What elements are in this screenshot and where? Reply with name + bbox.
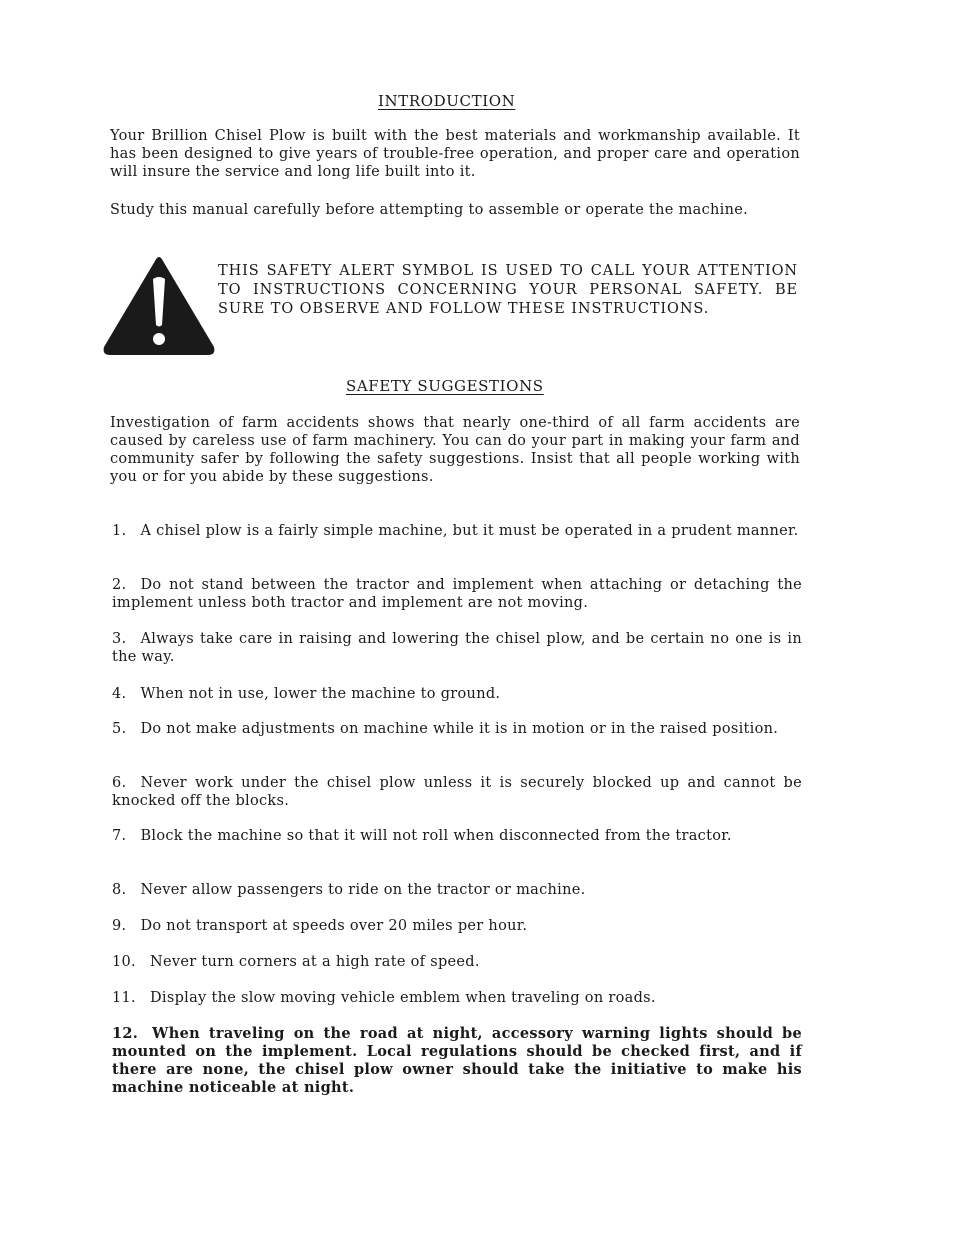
item-text: Never turn corners at a high rate of speed. — [149, 954, 480, 970]
item-text: Block the machine so that it will not roll when disconnected from the tractor. — [140, 828, 732, 844]
item-number: 5. — [112, 721, 127, 737]
safety-item-2 — [112, 576, 802, 612]
item-text: Always take care in raising and lowering the chisel plow, and be certain no one is in the way. — [112, 631, 802, 665]
item-number: 1. — [112, 523, 127, 539]
item-number: 6. — [112, 775, 127, 791]
item-number: 10. — [112, 954, 136, 970]
item-text: Do not transport at speeds over 20 miles per hour. — [140, 918, 528, 934]
item-text: Never allow passengers to ride on the tractor or machine. — [140, 882, 586, 898]
item-text: Do not stand between the tractor and implement when attaching or detaching the implement unless both tractor and implement are not moving. — [112, 577, 802, 611]
item-number: 11. — [112, 990, 136, 1006]
study-manual-paragraph: Study this manual carefully before attempting to assemble or operate the machine. — [110, 202, 749, 218]
introduction-paragraph: Your Brillion Chisel Plow is built with the best materials and workmanship available. It has been designed to give years of trouble-free operation, and proper care and operation will insure the service and long life built into it. — [110, 128, 800, 180]
safety-item-11 — [112, 989, 802, 1007]
safety-item-5 — [112, 720, 802, 738]
safety-suggestions-heading: SAFETY SUGGESTIONS — [346, 377, 544, 395]
safety-item-9 — [112, 917, 802, 935]
safety-item-1 — [112, 522, 802, 540]
safety-item-7 — [112, 827, 802, 845]
item-number: 8. — [112, 882, 127, 898]
item-number: 4. — [112, 686, 127, 702]
item-number: 9. — [112, 918, 127, 934]
safety-item-8 — [112, 881, 802, 899]
safety-alert-text: THIS SAFETY ALERT SYMBOL IS USED TO CALL YOUR ATTENTION TO INSTRUCTIONS CONCERNING YOUR PERSONAL SAFETY. BE SURE TO OBSERVE AND FOLLOW THESE INSTRUCTIONS. — [218, 263, 798, 317]
introduction-heading: INTRODUCTION — [378, 92, 516, 110]
item-number: 7. — [112, 828, 127, 844]
safety-intro-paragraph: Investigation of farm accidents shows that nearly one-third of all farm accidents are caused by careless use of farm machinery. You can do your part in making your farm and community safer by following the safety suggestions. Insist that all people working with you or for you abide by these suggestions. — [110, 415, 800, 485]
item-number: 3. — [112, 631, 127, 647]
item-number: 12. — [112, 1025, 139, 1042]
item-text: Never work under the chisel plow unless it is securely blocked up and cannot be knocked off the blocks. — [112, 775, 802, 809]
safety-item-6 — [112, 774, 802, 810]
item-text: A chisel plow is a fairly simple machine, but it must be operated in a prudent manner. — [140, 523, 799, 539]
item-number: 2. — [112, 577, 127, 593]
safety-item-10 — [112, 953, 802, 971]
safety-item-12 — [112, 1025, 802, 1097]
warning-triangle-icon — [102, 255, 217, 357]
item-text: Display the slow moving vehicle emblem when traveling on roads. — [149, 990, 656, 1006]
safety-item-3 — [112, 630, 802, 666]
item-text: When traveling on the road at night, accessory warning lights should be mounted on the implement. Local regulations should be checked first, and if there are none, the chisel plow owner should take the initiative to make his machine noticeable at night. — [112, 1025, 802, 1096]
safety-item-4 — [112, 685, 802, 703]
item-text: When not in use, lower the machine to ground. — [140, 686, 501, 702]
item-text: Do not make adjustments on machine while it is in motion or in the raised position. — [140, 721, 779, 737]
